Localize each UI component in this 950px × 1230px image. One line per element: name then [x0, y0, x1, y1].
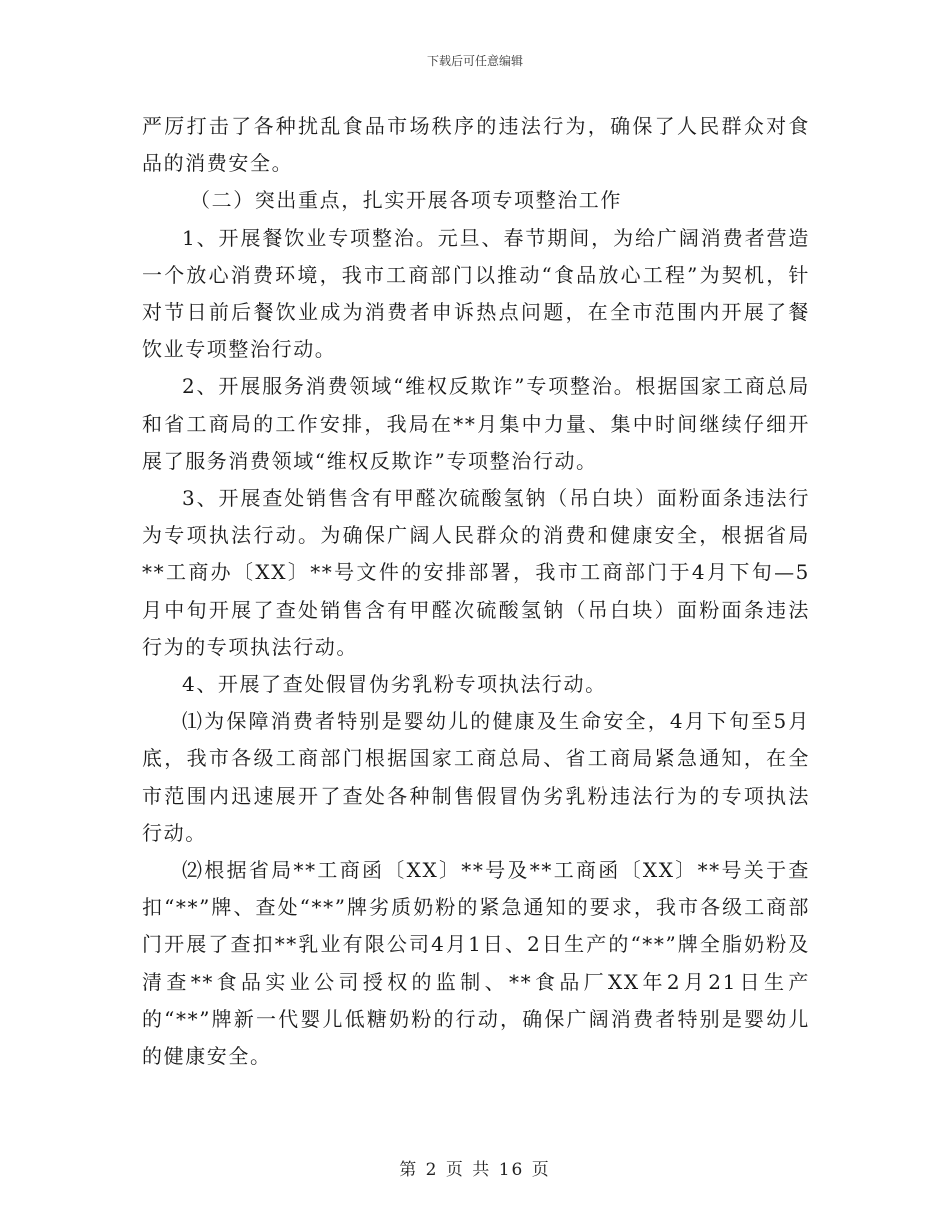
page-header: 下载后可任意编辑 [426, 54, 523, 68]
paragraph-item-2: 2、开展服务消费领域“维权反欺诈”专项整治。根据国家工商总局和省工商局的工作安排，我局在**月集中力量、集中时间继续仔细开展了服务消费领域“维权反欺诈”专项整治行动。 [142, 374, 810, 473]
section-heading: （二）突出重点，扎实开展各项专项整治工作 [190, 188, 622, 213]
paragraph-subitem-1: ⑴为保障消费者特别是婴幼儿的健康及生命安全，4月下旬至5月底，我市各级工商部门根据国家工商总局、省工商局紧急通知，在全市范围内迅速展开了查处各种制售假冒伪劣乳粉违法行为的专项执法行动。 [142, 709, 810, 845]
paragraph-item-4: 4、开展了查处假冒伪劣乳粉专项执法行动。 [182, 672, 607, 697]
document-body [142, 108, 810, 1075]
paragraph-continuation: 严厉打击了各种扰乱食品市场秩序的违法行为，确保了人民群众对食品的消费安全。 [142, 114, 810, 176]
paragraph-item-3: 3、开展查处销售含有甲醛次硫酸氢钠（吊白块）面粉面条违法行为专项执法行动。为确保广阔人民群众的消费和健康安全，根据省局**工商办〔XX〕**号文件的安排部署，我市工商部门于4月下旬—5月中旬开展了查处销售含有甲醛次硫酸氢钠（吊白块）面粉面条违法行为的专项执法行动。 [142, 486, 810, 659]
paragraph-item-1: 1、开展餐饮业专项整治。元旦、春节期间，为给广阔消费者营造一个放心消费环境，我市工商部门以推动“食品放心工程”为契机，针对节日前后餐饮业成为消费者申诉热点问题，在全市范围内开展了餐饮业专项整治行动。 [142, 225, 810, 362]
page-number-footer: 第 2 页 共 16 页 [399, 1160, 551, 1180]
paragraph-subitem-2: ⑵根据省局**工商函〔XX〕**号及**工商函〔XX〕**号关于查扣“**”牌、查处“**”牌劣质奶粉的紧急通知的要求，我市各级工商部门开展了查扣**乳业有限公司4月1日、2日生产的“**”牌全脂奶粉及清查**食品实业公司授权的监制、**食品厂XX年2月21日生产的“**”牌新一代婴儿低糖奶粉的行动，确保广阔消费者特别是婴幼儿的健康安全。 [142, 858, 810, 1069]
